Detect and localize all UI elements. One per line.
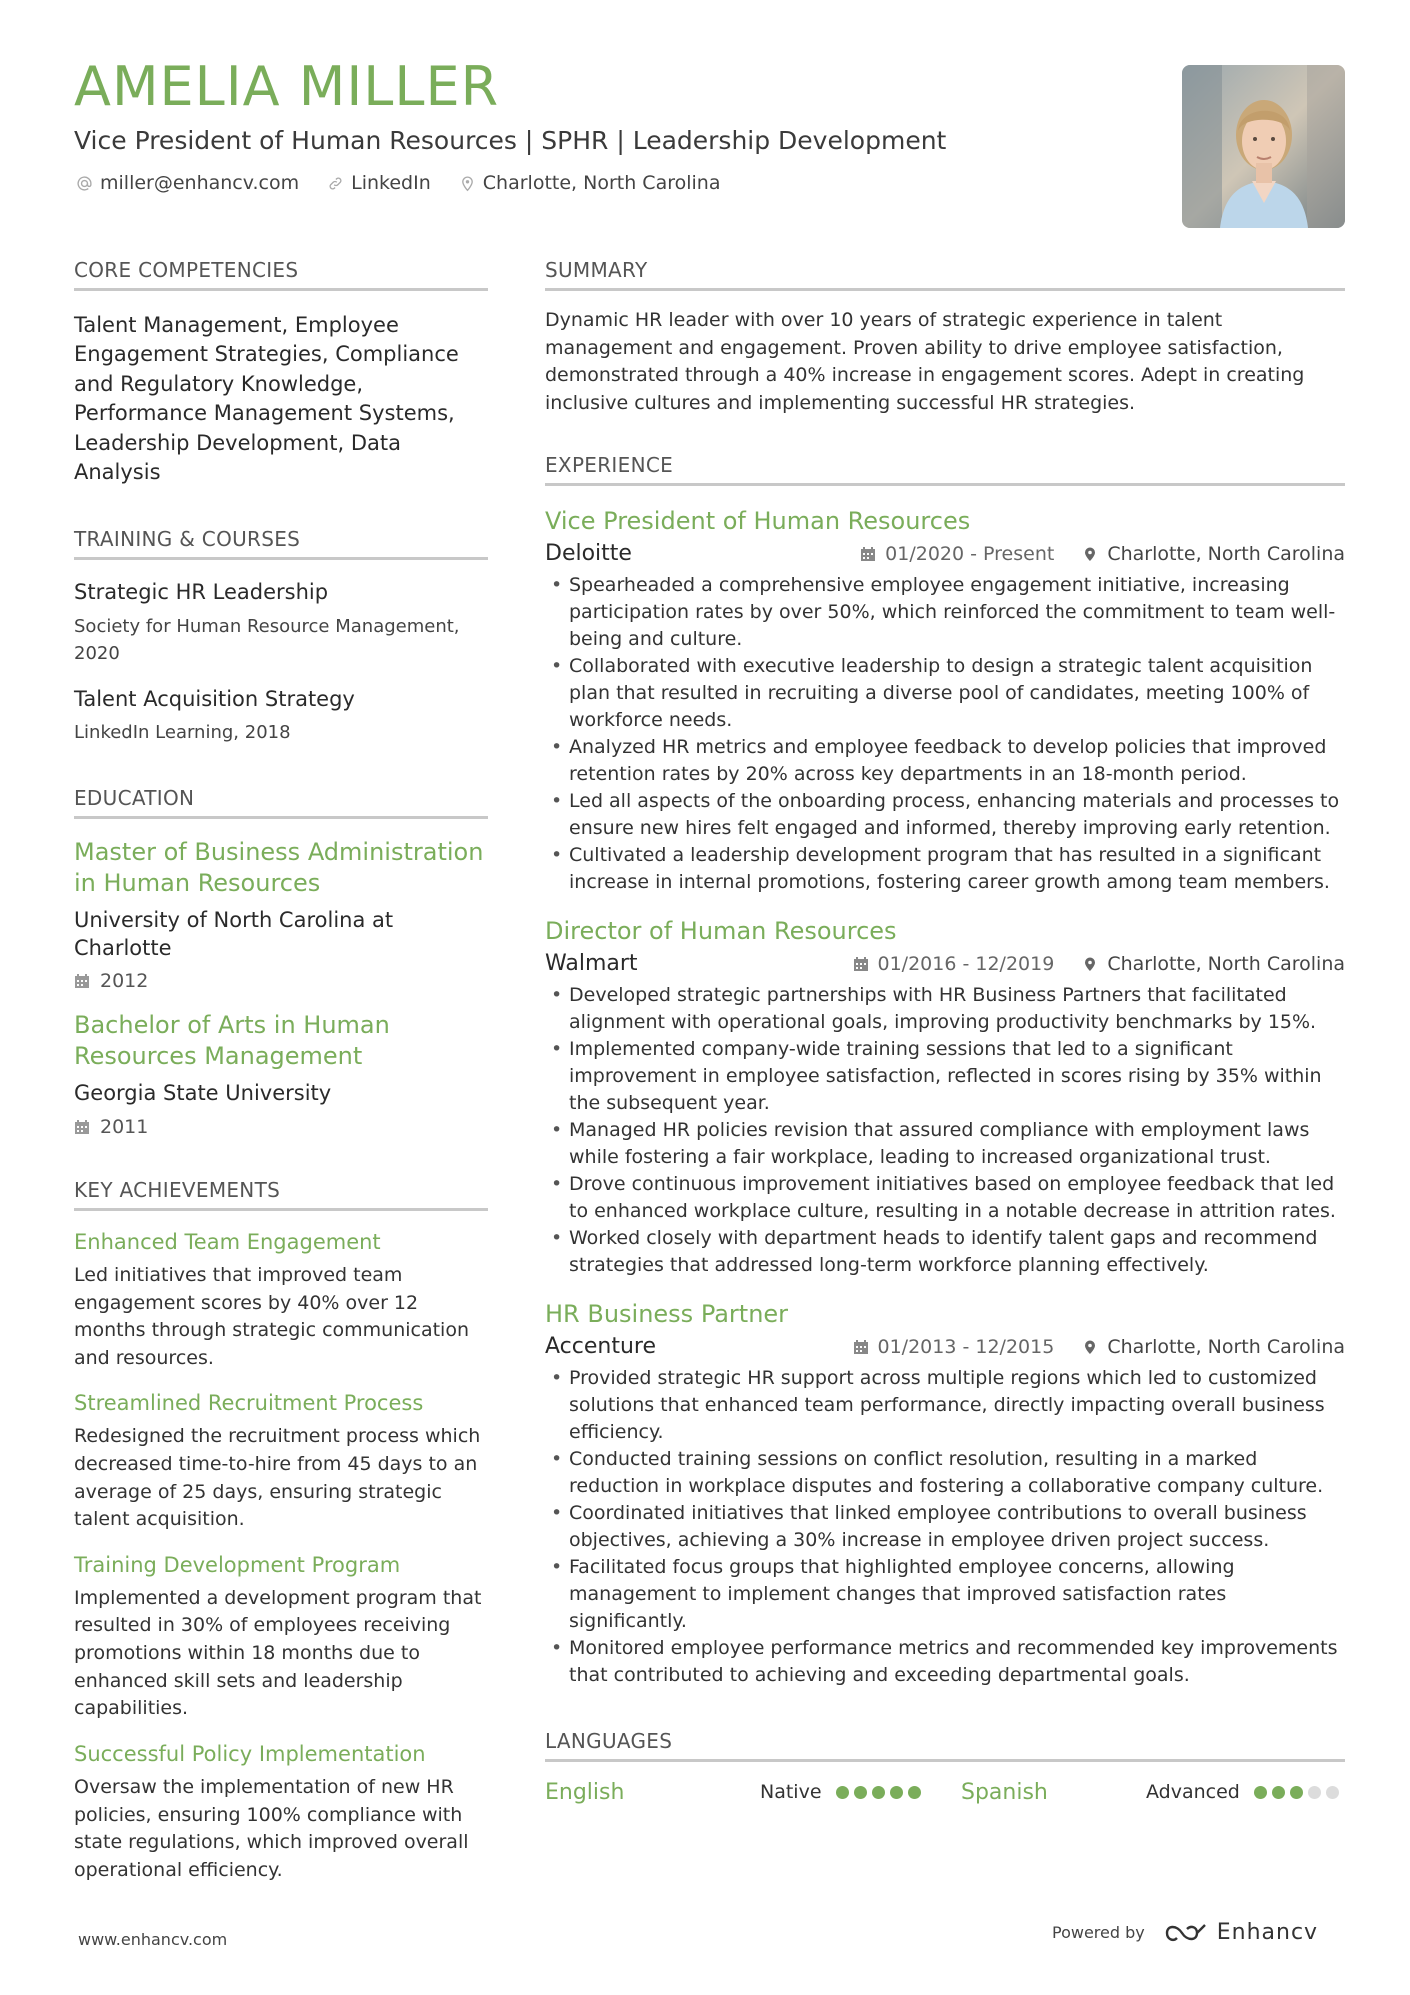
calendar-icon [74, 1119, 90, 1135]
bullet-item: • Implemented company-wide training sessions that led to a significant improvement in employee satisfaction, reflected in scores rising by 35% within the subsequent year. [545, 1036, 1345, 1117]
map-pin-icon [1082, 956, 1098, 972]
rating-dot-filled [1272, 1786, 1285, 1799]
location-text: Charlotte, North Carolina [1107, 1335, 1345, 1358]
job-dates [853, 1336, 1055, 1358]
job-meta [545, 1334, 1345, 1359]
right-column [545, 258, 1345, 1845]
bullet-item: • Led all aspects of the onboarding process, enhancing materials and processes to ensure new hires felt engaged and informed, thereby improving early retention. [545, 788, 1345, 842]
dates-text: 01/2020 - Present [885, 542, 1055, 565]
bullet-item: • Conducted training sessions on conflict resolution, resulting in a marked reduction in workplace disputes and fostering a collaborative company culture. [545, 1446, 1345, 1500]
job-details [853, 953, 1346, 975]
achievement-title: Enhanced Team Engagement [74, 1229, 381, 1254]
training-item [74, 685, 488, 746]
powered-by-label: Powered by [1052, 1923, 1145, 1942]
training-provider: LinkedIn Learning, 2018 [74, 722, 291, 744]
map-pin-icon [1082, 546, 1098, 562]
language-name: English [545, 1779, 625, 1805]
location-text: Charlotte, North Carolina [1107, 542, 1345, 565]
bullet-item: • Facilitated focus groups that highlighted employee concerns, allowing management to implement changes that improved satisfaction rates significantly. [545, 1554, 1345, 1635]
link-icon [327, 175, 344, 192]
job-title: HR Business Partner [545, 1299, 789, 1328]
education-item [74, 837, 488, 992]
job-location [1082, 953, 1345, 975]
rating-dot-filled [1254, 1786, 1267, 1799]
left-column [74, 258, 488, 1924]
education-section [74, 786, 488, 1138]
bullet-item: • Drove continuous improvement initiatives based on employee feedback that led to enhanced workplace culture, resulting in a notable decrease in attrition rates. [545, 1171, 1345, 1225]
job-dates [853, 953, 1055, 975]
training-title: Talent Acquisition Strategy [74, 686, 355, 711]
job-location [1082, 1336, 1345, 1358]
achievement-item [74, 1741, 488, 1884]
core-competencies-text: Talent Management, Employee Engagement Strategies, Compliance and Regulatory Knowledge, Performance Management Systems, Leadership Development, Data Analysis [74, 313, 459, 484]
achievement-item [74, 1229, 488, 1372]
job-dates [860, 543, 1054, 565]
year-text: 2011 [100, 1115, 149, 1138]
language-level: Native [760, 1781, 822, 1804]
map-pin-icon [459, 175, 476, 192]
linkedin-text: LinkedIn [351, 172, 431, 194]
year-text: 2012 [100, 970, 149, 992]
achievement-title: Streamlined Recruitment Process [74, 1391, 424, 1416]
job-location [1082, 543, 1345, 565]
calendar-icon [74, 973, 90, 989]
profile-photo [1182, 65, 1345, 228]
bullet-item: • Spearheaded a comprehensive employee engagement initiative, increasing participation rates by over 50%, which reinforced the commitment to team well-being and culture. [545, 572, 1345, 653]
job-meta [545, 541, 1345, 566]
job-title: Vice President of Human Resources [545, 507, 971, 536]
achievement-title: Training Development Program [74, 1552, 401, 1577]
job-bullets [545, 572, 1345, 896]
portrait-image [1182, 65, 1345, 228]
training-title: Strategic HR Leadership [74, 580, 329, 605]
rating-dot-filled [836, 1786, 849, 1799]
bullet-item: • Developed strategic partnerships with HR Business Partners that facilitated alignment with operational goals, improving productivity benchmarks by 15%. [545, 982, 1345, 1036]
languages-section [545, 1729, 1345, 1805]
brand-name: Enhancv [1216, 1920, 1319, 1945]
languages-row [545, 1780, 1345, 1805]
rating-dot-filled [1290, 1786, 1303, 1799]
achievement-description: Oversaw the implementation of new HR policies, ensuring 100% compliance with state regulations, which improved overall operational efficiency. [74, 1775, 469, 1881]
language-item [961, 1780, 1345, 1805]
language-level: Advanced [1146, 1781, 1240, 1804]
map-pin-icon [1082, 1339, 1098, 1355]
job-bullets [545, 982, 1345, 1279]
bullet-item: • Managed HR policies revision that assured compliance with employment laws while fostering a fair workplace, leading to increased organizational trust. [545, 1117, 1345, 1171]
footer-branding [1052, 1920, 1318, 1945]
education-item [74, 1010, 488, 1138]
bullet-item: • Monitored employee performance metrics and recommended key improvements that contributed to achieving and exceeding departmental goals. [545, 1635, 1345, 1689]
achievement-item [74, 1552, 488, 1723]
bullet-item: • Coordinated initiatives that linked employee contributions to overall business objectives, achieving a 30% increase in employee driven project success. [545, 1500, 1345, 1554]
training-section [74, 527, 488, 746]
degree-title: Bachelor of Arts in Human Resources Management [74, 1011, 390, 1071]
achievement-description: Redesigned the recruitment process which decreased time-to-hire from 45 days to an average of 25 days, ensuring strategic talent acquisition. [74, 1425, 481, 1531]
job-entry [545, 1299, 1345, 1689]
company-name: Accenture [545, 1334, 656, 1360]
achievement-description: Implemented a development program that resulted in 30% of employees receiving promotions within 18 months due to enhanced skill sets and leadership capabilities. [74, 1586, 482, 1720]
at-icon [76, 175, 93, 192]
training-provider: Society for Human Resource Management, 2020 [74, 615, 460, 664]
contact-linkedin[interactable] [327, 172, 431, 194]
contact-email[interactable] [76, 172, 299, 194]
bullet-item: • Collaborated with executive leadership to design a strategic talent acquisition plan that resulted in recruiting a diverse pool of candidates, meeting 100% of workforce needs. [545, 653, 1345, 734]
achievement-item [74, 1390, 488, 1533]
achievement-title: Successful Policy Implementation [74, 1741, 426, 1766]
experience-section [545, 453, 1345, 1688]
core-competencies-section [74, 258, 488, 487]
contact-bar [76, 172, 720, 194]
education-year [74, 970, 488, 992]
education-year [74, 1116, 488, 1138]
job-bullets [545, 1365, 1345, 1689]
calendar-icon [860, 546, 876, 562]
training-item [74, 578, 488, 666]
rating-dot-filled [908, 1786, 921, 1799]
degree-title: Master of Business Administration in Human Resources [74, 838, 484, 898]
rating-dot-empty [1308, 1786, 1321, 1799]
key-achievements-section [74, 1178, 488, 1884]
job-meta [545, 951, 1345, 976]
language-item [545, 1780, 961, 1805]
dates-text: 01/2016 - 12/2019 [877, 952, 1055, 975]
achievement-description: Led initiatives that improved team engagement scores by 40% over 12 months through strategic communication and resources. [74, 1263, 470, 1369]
rating-dot-empty [1326, 1786, 1339, 1799]
job-details [860, 543, 1345, 565]
bullet-item: • Worked closely with department heads to identify talent gaps and recommend strategies that addressed long-term workforce planning effectively. [545, 1225, 1345, 1279]
summary-section [545, 258, 1345, 417]
bullet-item: • Cultivated a leadership development program that has resulted in a significant increase in internal promotions, fostering career growth among team members. [545, 842, 1345, 896]
bullet-item: • Provided strategic HR support across multiple regions which led to customized solutions that enhanced team performance, directly impacting overall business efficiency. [545, 1365, 1345, 1446]
section-title: TRAINING & COURSES [74, 527, 488, 560]
headline: Vice President of Human Resources | SPHR | Leadership Development [74, 126, 947, 155]
email-text: miller@enhancv.com [100, 172, 300, 194]
rating-dot-filled [854, 1786, 867, 1799]
location-text: Charlotte, North Carolina [1107, 952, 1345, 975]
section-title: SUMMARY [545, 258, 1345, 291]
section-title: CORE COMPETENCIES [74, 258, 488, 291]
section-title: EDUCATION [74, 786, 488, 819]
job-title: Director of Human Resources [545, 917, 897, 945]
calendar-icon [853, 956, 869, 972]
section-title: KEY ACHIEVEMENTS [74, 1178, 488, 1211]
section-title: LANGUAGES [545, 1729, 1345, 1762]
language-name: Spanish [961, 1779, 1048, 1805]
job-entry [545, 916, 1345, 1279]
candidate-name: AMELIA MILLER [74, 55, 500, 118]
summary-text: Dynamic HR leader with over 10 years of strategic experience in talent management and engagement. Proven ability to drive employee satisfaction, demonstrated through a 40% increase in engagement scores. Adept in creating inclusive cultures and implementing successful HR strategies. [545, 309, 1305, 414]
bullet-item: • Analyzed HR metrics and employee feedback to develop policies that improved retention rates by 20% across key departments in an 18-month period. [545, 734, 1345, 788]
enhancv-logo-icon [1163, 1921, 1209, 1945]
rating-dot-filled [872, 1786, 885, 1799]
contact-location [459, 172, 721, 194]
location-text: Charlotte, North Carolina [482, 172, 721, 194]
job-details [853, 1336, 1346, 1358]
school-name: Georgia State University [74, 1081, 332, 1106]
footer-website[interactable]: www.enhancv.com [78, 1930, 228, 1949]
job-entry [545, 506, 1345, 896]
rating-dot-filled [890, 1786, 903, 1799]
section-title: EXPERIENCE [545, 453, 1345, 486]
dates-text: 01/2013 - 12/2015 [877, 1335, 1055, 1358]
calendar-icon [853, 1339, 869, 1355]
language-rating [836, 1786, 921, 1799]
language-rating [1254, 1786, 1339, 1799]
brand-logo[interactable] [1163, 1920, 1318, 1945]
company-name: Deloitte [545, 541, 632, 567]
school-name: University of North Carolina at Charlotte [74, 908, 394, 960]
company-name: Walmart [545, 951, 638, 977]
